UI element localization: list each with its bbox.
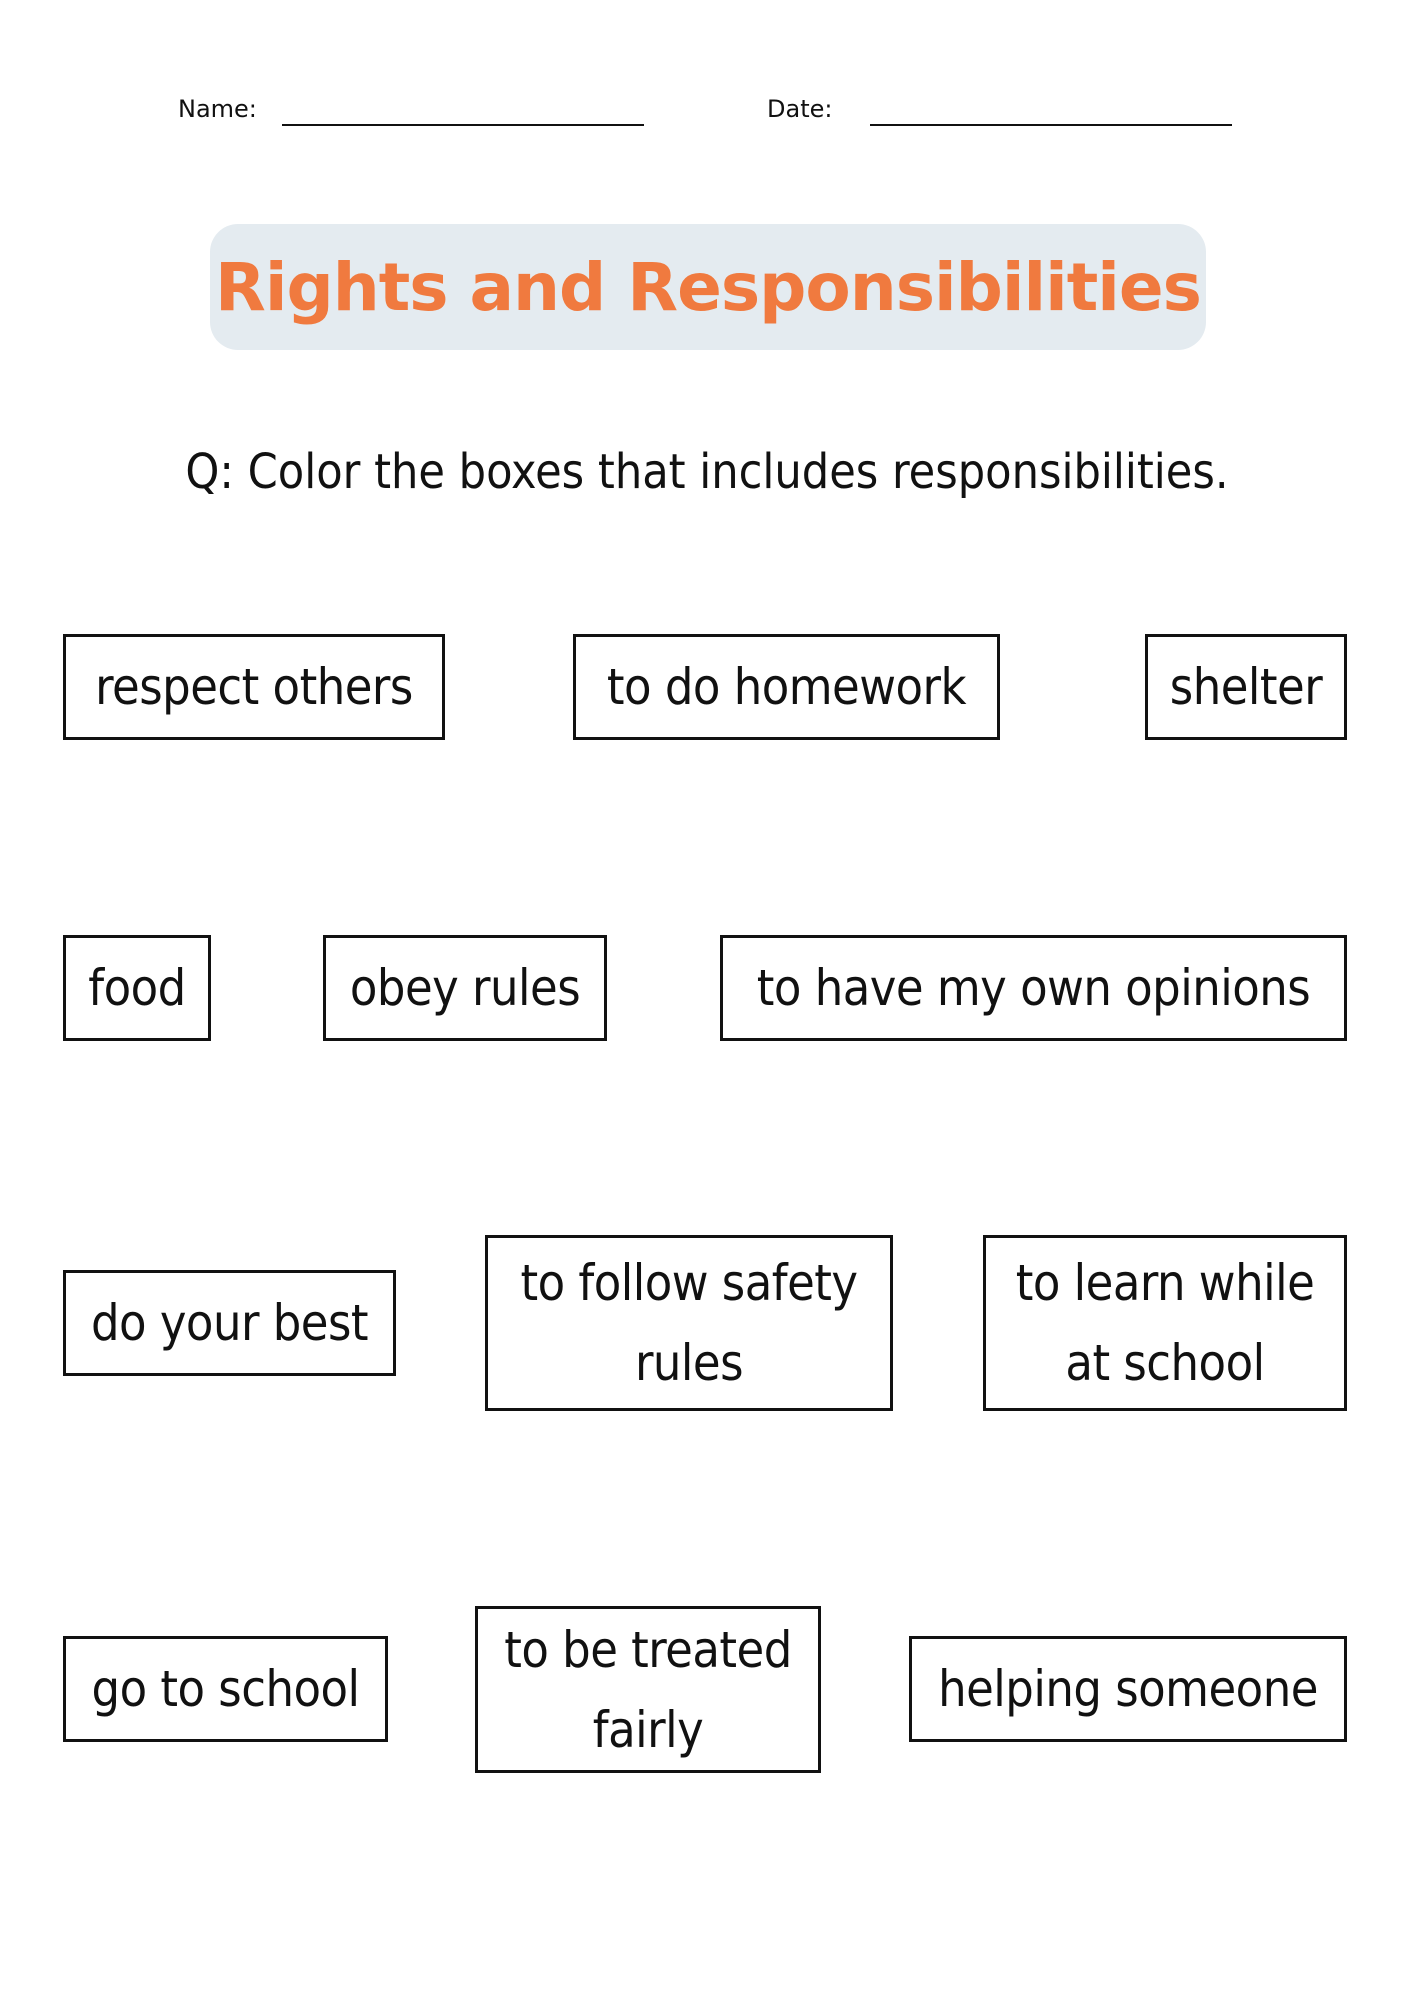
word-box-to-be-treated-fairly[interactable] — [475, 1606, 821, 1773]
word-box-label: to do homework — [606, 658, 967, 716]
word-box-do-your-best[interactable] — [63, 1270, 396, 1376]
name-label: Name: — [178, 95, 257, 123]
word-box-label: to follow safety rules — [520, 1254, 858, 1392]
word-box-helping-someone[interactable] — [909, 1636, 1347, 1742]
page-title: Rights and Responsibilities — [215, 248, 1201, 326]
word-box-go-to-school[interactable] — [63, 1636, 388, 1742]
word-box-to-follow-safety-rules[interactable] — [485, 1235, 893, 1411]
word-box-respect-others[interactable] — [63, 634, 445, 740]
date-label: Date: — [767, 95, 833, 123]
word-box-label: food — [88, 959, 186, 1017]
word-box-label: to learn while at school — [1015, 1254, 1315, 1392]
word-box-to-learn-while-at-school[interactable] — [983, 1235, 1347, 1411]
word-box-to-do-homework[interactable] — [573, 634, 1000, 740]
word-box-label: helping someone — [938, 1660, 1318, 1718]
word-box-label: shelter — [1169, 658, 1323, 716]
date-field[interactable] — [870, 124, 1232, 126]
word-box-label: do your best — [90, 1294, 369, 1352]
word-box-label: to be treated fairly — [504, 1620, 792, 1759]
word-box-shelter[interactable] — [1145, 634, 1347, 740]
title-banner — [210, 224, 1206, 350]
word-box-food[interactable] — [63, 935, 211, 1041]
word-box-obey-rules[interactable] — [323, 935, 607, 1041]
word-box-label: respect others — [95, 658, 413, 716]
question-text: Q: Color the boxes that includes responsibilities. — [185, 444, 1229, 500]
word-box-label: go to school — [91, 1660, 360, 1718]
word-box-to-have-my-own-opinions[interactable] — [720, 935, 1347, 1041]
word-box-label: obey rules — [349, 959, 581, 1017]
word-box-label: to have my own opinions — [756, 959, 1311, 1017]
name-field[interactable] — [282, 124, 644, 126]
